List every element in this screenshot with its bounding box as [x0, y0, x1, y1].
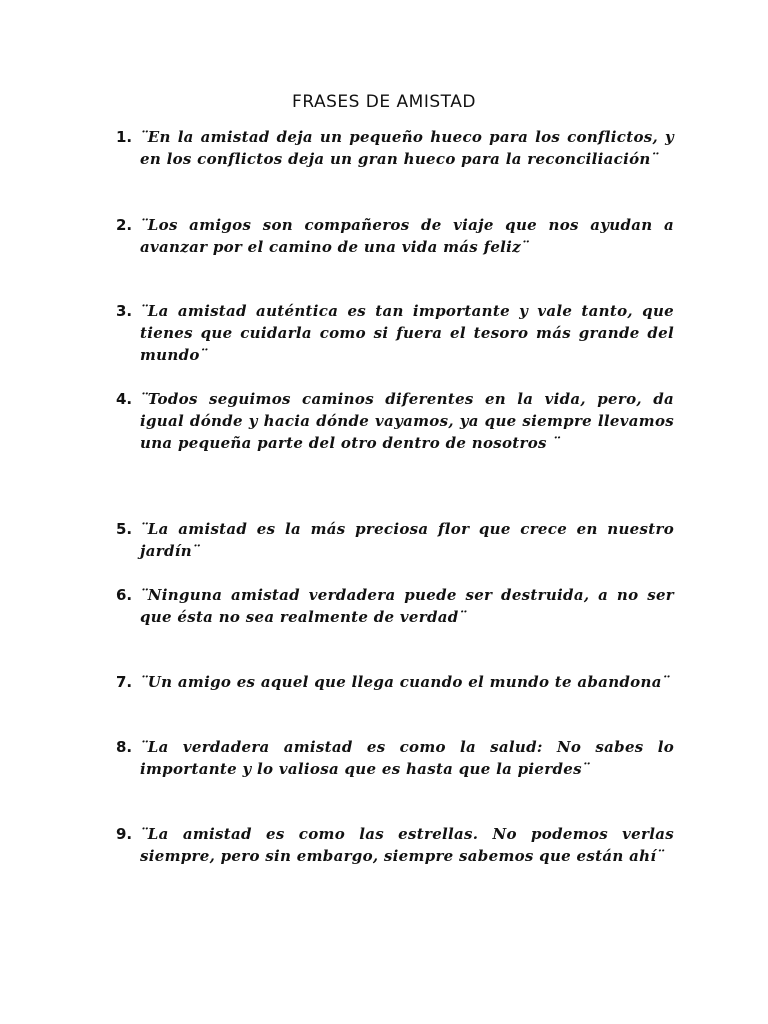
- item-number: 3.: [116, 302, 133, 320]
- list-item-8: [116, 736, 674, 780]
- item-number: 8.: [116, 738, 133, 756]
- list-item-7: [116, 671, 674, 693]
- list-item-5: [116, 518, 674, 562]
- list-item-3: [116, 300, 674, 366]
- item-number: 1.: [116, 128, 133, 146]
- item-number: 2.: [116, 216, 133, 234]
- item-text: ¨La amistad es la más preciosa flor que crece en nuestro jardín¨: [140, 520, 674, 560]
- page-title: FRASES DE AMISTAD: [292, 92, 476, 112]
- item-text: ¨La amistad es como las estrellas. No podemos verlas siempre, pero sin embargo, siempre sabemos que están ahí¨: [140, 825, 674, 865]
- item-number: 5.: [116, 520, 133, 538]
- item-number: 6.: [116, 586, 133, 604]
- list-item-2: [116, 214, 674, 258]
- item-text: ¨Todos seguimos caminos diferentes en la vida, pero, da igual dónde y hacia dónde vayamos, ya que siempre llevamos una pequeña parte del otro dentro de nosotros ¨: [140, 390, 674, 452]
- list-item-6: [116, 584, 674, 628]
- item-text: ¨La verdadera amistad es como la salud: No sabes lo importante y lo valiosa que es hasta que la pierdes¨: [140, 738, 674, 778]
- item-number: 4.: [116, 390, 133, 408]
- list-item-1: [116, 126, 674, 170]
- item-text: ¨La amistad auténtica es tan importante y vale tanto, que tienes que cuidarla como si fuera el tesoro más grande del mundo¨: [140, 302, 674, 364]
- list-item-4: [116, 388, 674, 454]
- item-number: 9.: [116, 825, 133, 843]
- item-text: ¨Un amigo es aquel que llega cuando el mundo te abandona¨: [140, 673, 670, 691]
- item-text: ¨En la amistad deja un pequeño hueco para los conflictos, y en los conflictos deja un gran hueco para la reconciliación¨: [140, 128, 674, 168]
- item-text: ¨Los amigos son compañeros de viaje que nos ayudan a avanzar por el camino de una vida más feliz¨: [140, 216, 674, 256]
- item-number: 7.: [116, 673, 133, 691]
- item-text: ¨Ninguna amistad verdadera puede ser destruida, a no ser que ésta no sea realmente de verdad¨: [140, 586, 674, 626]
- list-item-9: [116, 823, 674, 867]
